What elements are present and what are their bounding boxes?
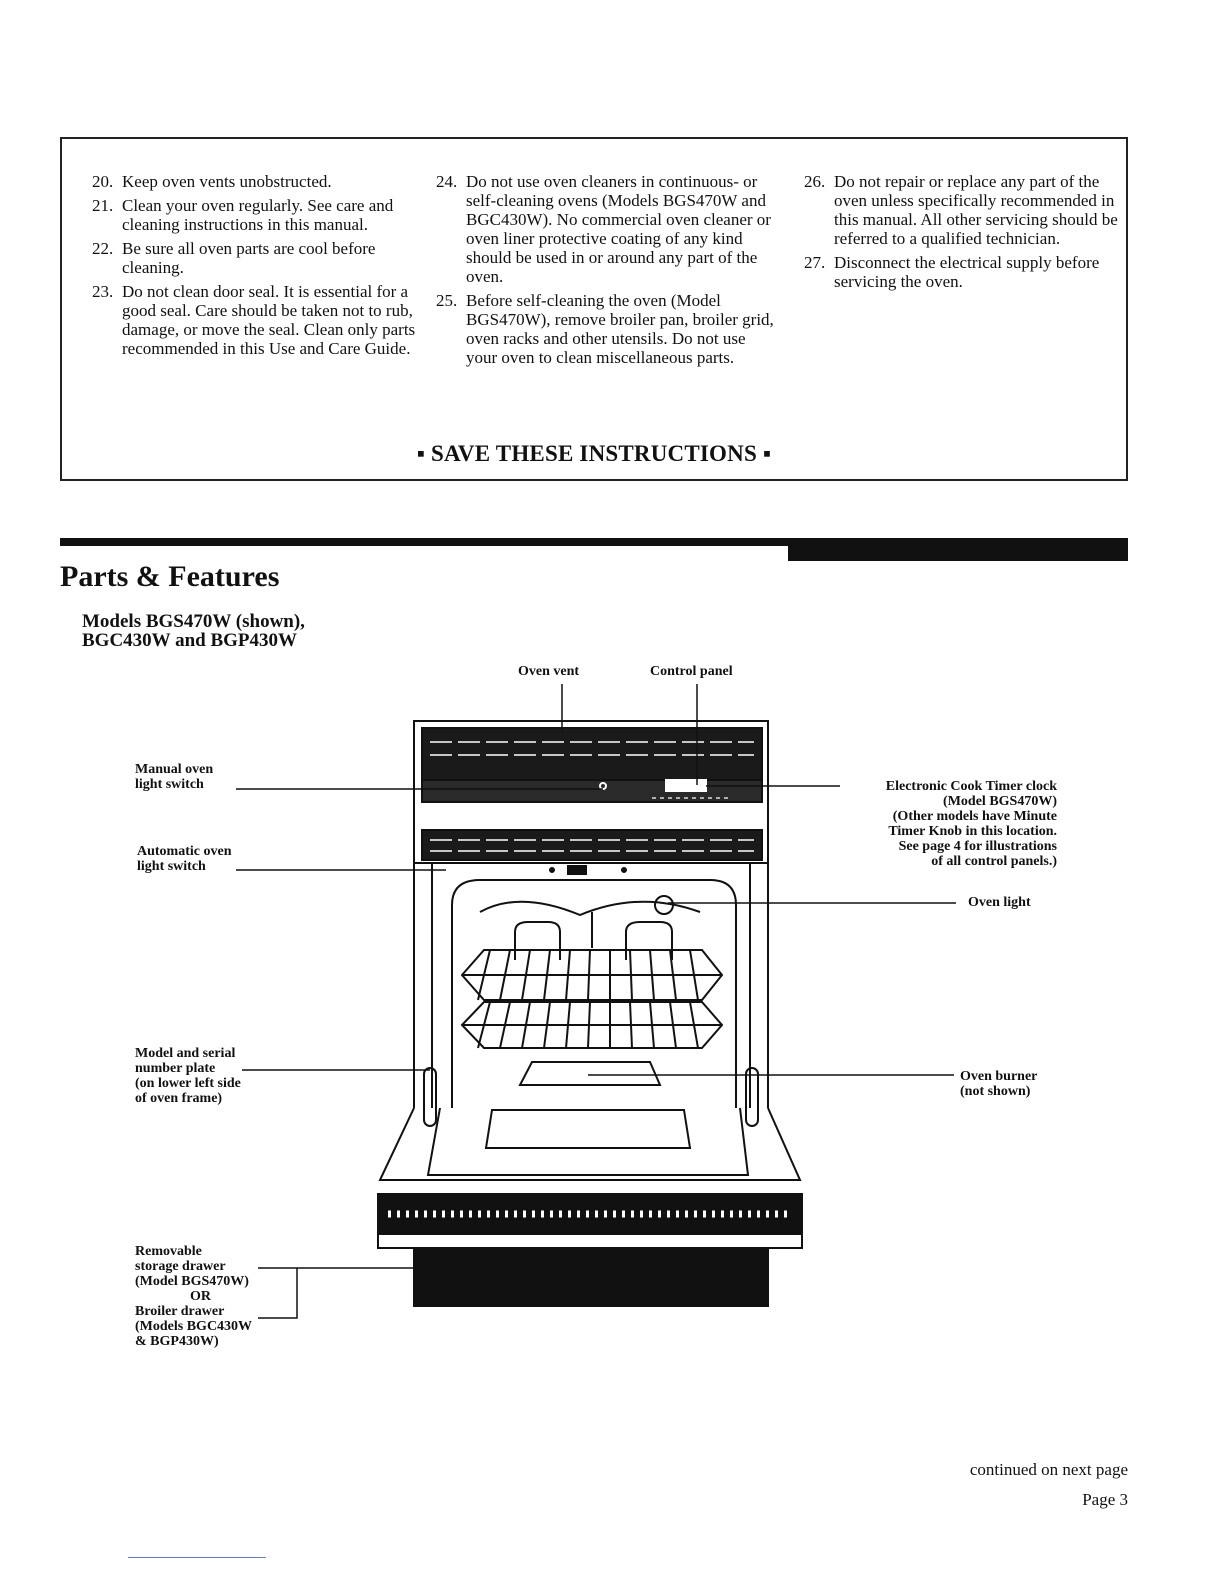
label-oven-light: Oven light (968, 895, 1031, 910)
broiler-drawer-leader (258, 1268, 297, 1318)
instruction-item: 24. Do not use oven cleaners in continuous- or self-cleaning ovens (Models BGS470W and BGC430W). No commercial oven cleaner or oven liner protective coating of any kind should be used in or around any part of the oven. (436, 172, 771, 286)
models-heading: Models BGS470W (shown), BGC430W and BGP430W (82, 611, 305, 651)
instruction-item: 25. Before self-cleaning the oven (Model BGS470W), remove broiler pan, broiler grid, oven racks and other utensils. Do not use your oven to clean miscellaneous parts. (436, 291, 774, 367)
save-instructions-banner: ▪ SAVE THESE INSTRUCTIONS ▪ (416, 441, 772, 466)
label-control-panel: Control panel (650, 664, 733, 679)
footer-line (128, 1557, 266, 1558)
label-automatic-light: Automatic oven light switch (137, 844, 232, 874)
label-model-plate: Model and serial number plate (on lower left side of oven frame) (135, 1046, 241, 1106)
instruction-item: 26. Do not repair or replace any part of the oven unless specifically recommended in this manual. All other servicing should be referred to a qualified technician. (804, 172, 1118, 248)
instruction-item: 20. Keep oven vents unobstructed. (92, 172, 332, 191)
control-panel-strip (422, 780, 762, 802)
oven-door (380, 1108, 800, 1180)
continued-note: continued on next page (969, 1460, 1128, 1479)
timer-display (666, 780, 706, 791)
label-oven-burner: Oven burner (not shown) (960, 1069, 1038, 1099)
lower-vent-grille (422, 830, 762, 860)
auto-light-switch (568, 866, 586, 874)
label-oven-vent: Oven vent (518, 664, 580, 679)
label-manual-light: Manual oven light switch (135, 762, 214, 792)
section-title: Parts & Features (60, 560, 280, 593)
storage-drawer (414, 1248, 768, 1306)
instruction-item: 21. Clean your oven regularly. See care and cleaning instructions in this manual. (92, 196, 394, 234)
label-timer-clock: Electronic Cook Timer clock (Model BGS470W) (Other models have Minute Timer Knob in this location. See page 4 for illustrations of all control panels.) (885, 779, 1057, 869)
oven-vent-grille (422, 728, 762, 780)
door-handle-bar (378, 1194, 802, 1234)
label-drawer: Removable storage drawer (Model BGS470W) OR Broiler drawer (Models BGC430W & BGP430W) (135, 1244, 253, 1349)
instruction-item: 23. Do not clean door seal. It is essential for a good seal. Care should be taken not to rub, damage, or move the seal. Clean only parts recommended in this Use and Care Guide. (92, 282, 416, 358)
instruction-item: 22. Be sure all oven parts are cool before cleaning. (92, 239, 376, 277)
page-number: Page 3 (1082, 1490, 1128, 1509)
instruction-item: 27. Disconnect the electrical supply before servicing the oven. (804, 253, 1100, 291)
